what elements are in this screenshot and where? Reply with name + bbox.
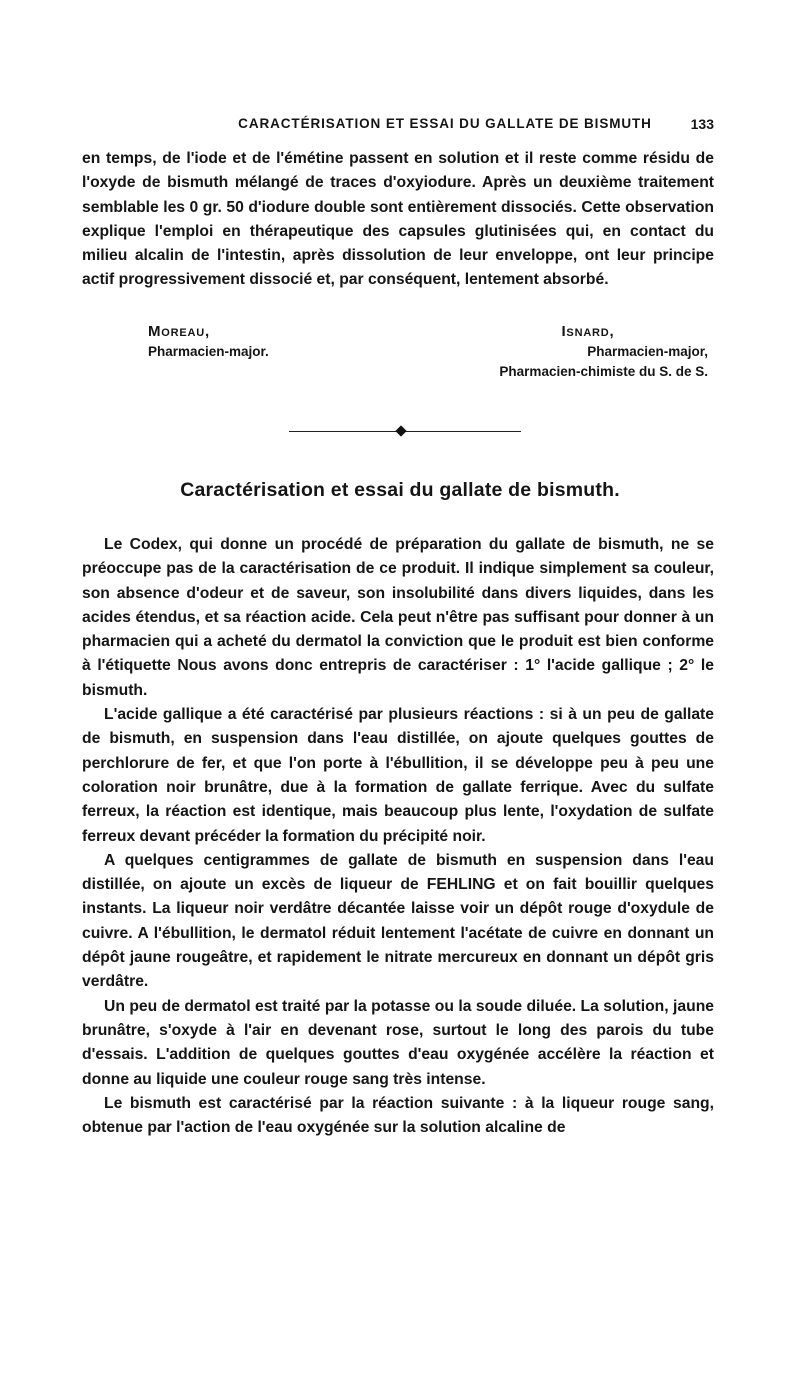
paragraph: Un peu de dermatol est traité par la potasse ou la soude diluée. La solution, jaune brunâtre, s'oxyde à l'air en devenant rose, surtout le long des parois du tube d'essais. L'addition de quelques gouttes d'eau oxygénée accélère la réaction et donne au liquide une couleur rouge sang très intense. (82, 997, 714, 1088)
signature-left-role: Pharmacien-major. (148, 344, 269, 359)
signature-right-role: Pharmacien-major, (587, 344, 708, 359)
running-header (80, 116, 714, 136)
article-body (82, 533, 714, 1140)
running-title: CARACTÉRISATION ET ESSAI DU GALLATE DE BISMUTH (238, 116, 652, 131)
signature-right-role2: Pharmacien-chimiste du S. de S. (499, 364, 708, 379)
signature-left-name: Moreau, (148, 323, 210, 340)
paragraph: Le bismuth est caractérisé par la réaction suivante : à la liqueur rouge sang, obtenue par l'action de l'eau oxygénée sur la solution alcaline de (82, 1094, 714, 1137)
paragraph: Le Codex, qui donne un procédé de préparation du gallate de bismuth, ne se préoccupe pas de la caractérisation de ce produit. Il indique simplement sa couleur, son absence d'odeur et de saveur, son insolubilité dans divers liquides, dans les acides étendus, et sa réaction acide. Cela peut n'être pas suffisant pour donner à un pharmacien qui a acheté du dermatol la conviction que le produit est bien conforme à l'étiquette Nous avons donc entrepris de caractériser : 1° l'acide gallique ; 2° le bismuth. (82, 536, 714, 699)
signature-right-name: Isnard, (561, 323, 615, 340)
page-number: 133 (690, 116, 714, 132)
signature-right (468, 322, 708, 382)
section-title: Caractérisation et essai du gallate de bismuth. (180, 479, 620, 501)
divider-diamond-ornament (395, 425, 406, 436)
paragraph: A quelques centigrammes de gallate de bismuth en suspension dans l'eau distillée, on ajoute un excès de liqueur de FEHLING et on fait bouillir quelques instants. La liqueur noir verdâtre décantée laisse voir un dépôt rouge d'oxydule de cuivre. A l'ébullition, le dermatol réduit lentement l'acétate de cuivre en donnant un dépôt jaune rougeâtre, et rapidement le nitrate mercureux en donnant un dépôt gris verdâtre. (82, 851, 714, 991)
paragraph: L'acide gallique a été caractérisé par plusieurs réactions : si à un peu de gallate de bismuth, en suspension dans l'eau distillée, on ajoute quelques gouttes de perchlorure de fer, et que l'on porte à l'ébullition, il se développe peu à peu une coloration noir brunâtre, due à la formation de gallate ferrique. Avec du sulfate ferreux, la réaction est identique, mais beaucoup plus lente, l'oxydation de sulfate ferreux devant précéder la formation du précipité noir. (82, 706, 714, 845)
signature-left (148, 322, 269, 362)
section-divider (289, 429, 521, 435)
top-paragraph: en temps, de l'iode et de l'émétine passent en solution et il reste comme résidu de l'oxyde de bismuth mélangé de traces d'oxyiodure. Après un deuxième traitement semblable les 0 gr. 50 d'iodure double sont entièrement dissociés. Cette observation explique l'emploi en thérapeutique des capsules glutinisées qui, en contact du milieu alcalin de l'intestin, après dissolution de leur enveloppe, ont leur principe actif progressivement dissocié et, par conséquent, lentement absorbé. (82, 150, 714, 289)
